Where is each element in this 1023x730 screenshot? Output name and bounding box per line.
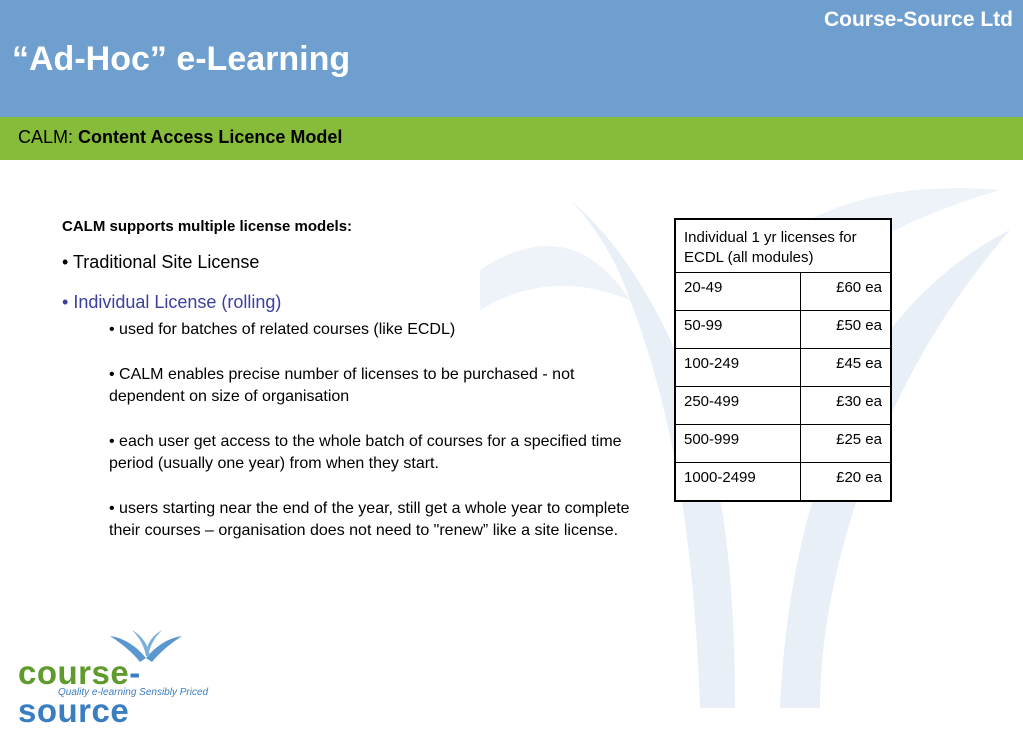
- logo-dash: -: [129, 654, 141, 691]
- range-cell: 500-999: [675, 425, 800, 463]
- sub-bullet-text: used for batches of related courses (like ECDL): [119, 321, 456, 338]
- sub-bullet: • each user get access to the whole batch of courses for a specified time period (usually one year) from when they start.: [109, 433, 622, 472]
- sub-bullet: • used for batches of related courses (like ECDL): [109, 321, 456, 338]
- price-cell: £45 ea: [800, 349, 891, 387]
- sub-bullet-text: CALM enables precise number of licenses to be purchased - not dependent on size of organisation: [109, 366, 575, 405]
- price-cell: £50 ea: [800, 311, 891, 349]
- sub-bullet-text: each user get access to the whole batch of courses for a specified time period (usually one year) from when they start.: [109, 433, 622, 472]
- bullet-individual-license: • Individual License (rolling): [62, 292, 282, 312]
- table-row: [675, 311, 891, 349]
- sub-bullet-text: users starting near the end of the year, still get a whole year to complete their courses – organisation does not need to "renew” like a site license.: [109, 500, 630, 539]
- subtitle-title: Content Access Licence Model: [78, 127, 343, 147]
- pricing-table: [674, 218, 892, 502]
- table-row: [675, 273, 891, 311]
- slide-title: “Ad-Hoc” e-Learning: [12, 40, 351, 78]
- pricing-header-row: [675, 219, 891, 273]
- sub-bullet: • users starting near the end of the year, still get a whole year to complete their courses – organisation does not need to "renew” like a site license.: [109, 500, 630, 539]
- price-cell: £30 ea: [800, 387, 891, 425]
- bullet-individual-label: Individual License (rolling): [73, 292, 282, 312]
- price-cell: £20 ea: [800, 463, 891, 502]
- range-cell: 50-99: [675, 311, 800, 349]
- subtitle-band: [0, 117, 1023, 160]
- main-content: [62, 218, 652, 565]
- subtitle: [18, 127, 342, 148]
- range-cell: 1000-2499: [675, 463, 800, 502]
- bullet-traditional-site-license: • Traditional Site License: [62, 252, 260, 272]
- company-name: Course-Source Ltd: [823, 8, 1013, 31]
- bullet-traditional-label: Traditional Site License: [72, 252, 260, 272]
- course-source-logo: [18, 628, 248, 729]
- table-row: [675, 387, 891, 425]
- logo-tagline: Quality e-learning Sensibly Priced: [58, 687, 209, 698]
- table-row: [675, 349, 891, 387]
- sub-bullet: • CALM enables precise number of licenses to be purchased - not dependent on size of organisation: [109, 366, 575, 405]
- content-heading: CALM supports multiple license models:: [62, 218, 353, 235]
- subtitle-prefix: CALM:: [18, 127, 79, 147]
- logo-source: source: [18, 692, 130, 729]
- pricing-header: Individual 1 yr licenses for ECDL (all modules): [675, 219, 891, 273]
- table-row: [675, 463, 891, 502]
- header-bar: [0, 0, 1023, 117]
- sub-bullet-list: [109, 319, 652, 542]
- range-cell: 100-249: [675, 349, 800, 387]
- logo-course: course: [18, 654, 130, 691]
- range-cell: 20-49: [675, 273, 800, 311]
- table-row: [675, 425, 891, 463]
- price-cell: £25 ea: [800, 425, 891, 463]
- range-cell: 250-499: [675, 387, 800, 425]
- price-cell: £60 ea: [800, 273, 891, 311]
